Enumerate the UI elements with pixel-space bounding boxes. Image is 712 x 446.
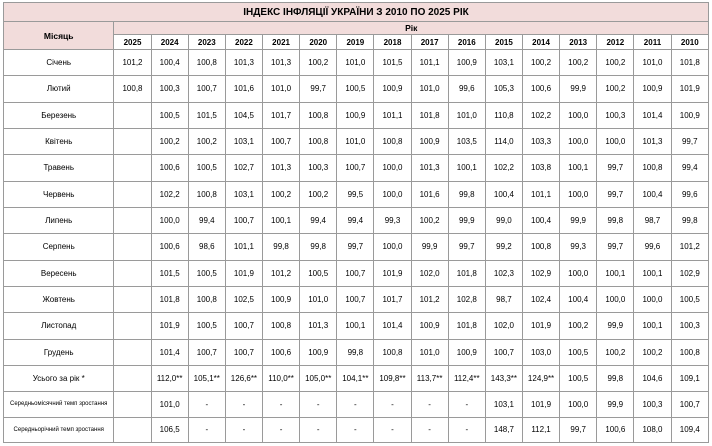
value-cell: 101,8 [411, 102, 448, 128]
value-cell: 99,4 [337, 207, 374, 233]
value-cell: 103,1 [485, 50, 522, 76]
value-cell: 100,8 [114, 76, 151, 102]
value-cell: 100,7 [337, 286, 374, 312]
value-cell: 100,4 [560, 286, 597, 312]
value-cell: 101,9 [671, 76, 708, 102]
value-cell: 100,0 [560, 128, 597, 154]
value-cell: 100,0 [560, 181, 597, 207]
value-cell: 99,7 [560, 417, 597, 442]
table-row [4, 260, 709, 286]
value-cell: 108,0 [634, 417, 671, 442]
value-cell: - [374, 392, 411, 417]
value-cell: 100,7 [188, 339, 225, 365]
value-cell [114, 155, 151, 181]
year-header-cell: 2010 [671, 35, 708, 50]
value-cell: 100,2 [560, 313, 597, 339]
value-cell: 101,0 [337, 50, 374, 76]
value-cell: 101,3 [300, 313, 337, 339]
value-cell: 99,8 [597, 207, 634, 233]
value-cell: 104,5 [225, 102, 262, 128]
value-cell: 100,4 [634, 181, 671, 207]
year-header-cell: 2012 [597, 35, 634, 50]
value-cell: 100,8 [188, 50, 225, 76]
year-header-cell: 2014 [522, 35, 559, 50]
value-cell: 101,3 [225, 50, 262, 76]
value-cell: 100,8 [300, 128, 337, 154]
value-cell: 100,8 [300, 102, 337, 128]
value-cell: 100,0 [597, 286, 634, 312]
value-cell: 99,8 [263, 234, 300, 260]
value-cell: 99,6 [448, 76, 485, 102]
value-cell: 100,0 [597, 128, 634, 154]
value-cell: 100,8 [374, 128, 411, 154]
value-cell: 101,2 [114, 50, 151, 76]
value-cell: 101,1 [411, 50, 448, 76]
value-cell: 100,8 [263, 313, 300, 339]
value-cell: 101,3 [411, 155, 448, 181]
row-label: Лютий [4, 76, 114, 102]
value-cell: - [448, 417, 485, 442]
row-label: Липень [4, 207, 114, 233]
value-cell: 99,7 [597, 234, 634, 260]
value-cell: 99,0 [485, 207, 522, 233]
row-label: Середньомісячний темп зростання [4, 392, 114, 417]
value-cell: 101,0 [634, 50, 671, 76]
month-column-header: Місяць [4, 22, 114, 50]
value-cell: 100,7 [188, 76, 225, 102]
value-cell: 103,8 [522, 155, 559, 181]
year-header-cell: 2018 [374, 35, 411, 50]
value-cell: 100,0 [560, 392, 597, 417]
table-row [4, 392, 709, 417]
year-header-cell: 2022 [225, 35, 262, 50]
value-cell: 101,3 [263, 155, 300, 181]
value-cell: 103,5 [448, 128, 485, 154]
value-cell: 100,5 [188, 313, 225, 339]
value-cell: 102,3 [485, 260, 522, 286]
table-row [4, 181, 709, 207]
value-cell [114, 260, 151, 286]
value-cell: 100,0 [374, 155, 411, 181]
value-cell [114, 234, 151, 260]
value-cell: 99,7 [597, 155, 634, 181]
value-cell: 100,6 [151, 155, 188, 181]
value-cell: 101,5 [151, 260, 188, 286]
value-cell: 99,8 [597, 365, 634, 391]
year-group-header: Рік [114, 22, 709, 35]
value-cell: 114,0 [485, 128, 522, 154]
value-cell: 100,4 [522, 207, 559, 233]
value-cell [114, 207, 151, 233]
value-cell: 99,7 [448, 234, 485, 260]
value-cell [114, 417, 151, 442]
row-label: Усього за рік * [4, 365, 114, 391]
value-cell: 101,1 [225, 234, 262, 260]
value-cell: 99,9 [411, 234, 448, 260]
value-cell: 100,0 [560, 102, 597, 128]
value-cell: 100,9 [448, 50, 485, 76]
value-cell: 100,8 [634, 155, 671, 181]
value-cell: 100,8 [374, 339, 411, 365]
row-label: Квітень [4, 128, 114, 154]
value-cell: 102,2 [522, 102, 559, 128]
value-cell: 99,8 [448, 181, 485, 207]
value-cell: 102,8 [448, 286, 485, 312]
value-cell [114, 392, 151, 417]
value-cell: 100,1 [337, 313, 374, 339]
value-cell: 100,5 [671, 286, 708, 312]
value-cell: 102,5 [225, 286, 262, 312]
value-cell: 100,2 [597, 339, 634, 365]
row-label: Вересень [4, 260, 114, 286]
value-cell: 148,7 [485, 417, 522, 442]
value-cell: 100,1 [560, 155, 597, 181]
value-cell: 100,8 [522, 234, 559, 260]
value-cell [114, 102, 151, 128]
value-cell: 112,0** [151, 365, 188, 391]
value-cell: 100,5 [337, 76, 374, 102]
value-cell: 100,9 [263, 286, 300, 312]
value-cell: 113,7** [411, 365, 448, 391]
value-cell: 100,4 [485, 181, 522, 207]
value-cell: 101,9 [374, 260, 411, 286]
value-cell: 100,2 [560, 50, 597, 76]
value-cell: - [448, 392, 485, 417]
value-cell: 101,3 [634, 128, 671, 154]
value-cell: 109,8** [374, 365, 411, 391]
value-cell: 100,2 [188, 128, 225, 154]
value-cell: 100,9 [300, 339, 337, 365]
value-cell: 103,0 [522, 339, 559, 365]
table-row [4, 286, 709, 312]
value-cell: 101,4 [151, 339, 188, 365]
value-cell: 101,8 [448, 260, 485, 286]
value-cell: 101,2 [671, 234, 708, 260]
year-header-cell: 2015 [485, 35, 522, 50]
value-cell: 99,3 [560, 234, 597, 260]
value-cell: 100,6 [263, 339, 300, 365]
table-row [4, 234, 709, 260]
value-cell: 98,7 [634, 207, 671, 233]
value-cell: 99,7 [300, 76, 337, 102]
value-cell: 99,9 [448, 207, 485, 233]
value-cell: 103,1 [225, 128, 262, 154]
value-cell: 100,9 [671, 102, 708, 128]
value-cell: - [263, 417, 300, 442]
year-header-cell: 2023 [188, 35, 225, 50]
value-cell: 100,3 [151, 76, 188, 102]
value-cell: 99,8 [337, 339, 374, 365]
value-cell: 100,5 [151, 102, 188, 128]
value-cell: 100,7 [225, 207, 262, 233]
value-cell: 99,4 [671, 155, 708, 181]
value-cell: 100,7 [225, 339, 262, 365]
value-cell: 102,9 [671, 260, 708, 286]
value-cell: 110,8 [485, 102, 522, 128]
value-cell: 102,9 [522, 260, 559, 286]
value-cell: 100,1 [597, 260, 634, 286]
table-body [4, 50, 709, 443]
row-label: Червень [4, 181, 114, 207]
value-cell: - [337, 417, 374, 442]
value-cell: 104,6 [634, 365, 671, 391]
value-cell: 101,0 [263, 76, 300, 102]
row-label: Серпень [4, 234, 114, 260]
value-cell: 100,3 [634, 392, 671, 417]
value-cell: 112,1 [522, 417, 559, 442]
value-cell: 100,7 [263, 128, 300, 154]
value-cell: 102,0 [411, 260, 448, 286]
value-cell: 101,9 [522, 392, 559, 417]
value-cell: 100,6 [522, 76, 559, 102]
value-cell: 109,4 [671, 417, 708, 442]
value-cell: 100,4 [151, 50, 188, 76]
value-cell: 126,6** [225, 365, 262, 391]
value-cell: 99,9 [597, 313, 634, 339]
value-cell: 100,9 [448, 339, 485, 365]
value-cell: 101,3 [263, 50, 300, 76]
value-cell: 100,0 [634, 286, 671, 312]
value-cell: 100,3 [597, 102, 634, 128]
value-cell [114, 313, 151, 339]
value-cell: 98,7 [485, 286, 522, 312]
table-row [4, 50, 709, 76]
value-cell: 100,9 [634, 76, 671, 102]
value-cell: 104,1** [337, 365, 374, 391]
value-cell: 101,4 [374, 313, 411, 339]
value-cell: 101,8 [151, 286, 188, 312]
value-cell: 99,8 [300, 234, 337, 260]
value-cell: 100,2 [151, 128, 188, 154]
year-header-cell: 2017 [411, 35, 448, 50]
row-label: Січень [4, 50, 114, 76]
value-cell: 99,7 [337, 234, 374, 260]
value-cell: 105,0** [300, 365, 337, 391]
table-row [4, 417, 709, 442]
table-row [4, 207, 709, 233]
value-cell: - [411, 392, 448, 417]
value-cell: 110,0** [263, 365, 300, 391]
value-cell: 100,5 [188, 155, 225, 181]
value-cell: 99,5 [337, 181, 374, 207]
value-cell: 100,7 [485, 339, 522, 365]
value-cell: 100,9 [337, 102, 374, 128]
value-cell: 101,6 [411, 181, 448, 207]
value-cell: 100,5 [300, 260, 337, 286]
table-row [4, 339, 709, 365]
value-cell: 100,1 [634, 260, 671, 286]
value-cell: 99,9 [597, 392, 634, 417]
value-cell: - [337, 392, 374, 417]
value-cell: 100,8 [188, 286, 225, 312]
value-cell: 102,2 [485, 155, 522, 181]
value-cell: 100,2 [522, 50, 559, 76]
table-row [4, 365, 709, 391]
row-label: Грудень [4, 339, 114, 365]
value-cell: 106,5 [151, 417, 188, 442]
value-cell: 99,7 [671, 128, 708, 154]
value-cell: 100,5 [560, 339, 597, 365]
value-cell: 99,9 [560, 207, 597, 233]
value-cell [114, 339, 151, 365]
value-cell: - [225, 392, 262, 417]
value-cell: 100,0 [560, 260, 597, 286]
value-cell: 101,7 [374, 286, 411, 312]
value-cell: 100,2 [263, 181, 300, 207]
value-cell: 100,5 [560, 365, 597, 391]
value-cell: 101,2 [411, 286, 448, 312]
value-cell: 100,2 [300, 181, 337, 207]
value-cell: 101,0 [300, 286, 337, 312]
value-cell: - [263, 392, 300, 417]
table-row [4, 155, 709, 181]
value-cell: - [225, 417, 262, 442]
value-cell: 101,0 [411, 76, 448, 102]
value-cell: 99,6 [634, 234, 671, 260]
value-cell: 100,1 [263, 207, 300, 233]
value-cell [114, 365, 151, 391]
value-cell: 100,2 [597, 76, 634, 102]
table-title: ІНДЕКС ІНФЛЯЦІЇ УКРАЇНИ З 2010 ПО 2025 РІК [4, 3, 709, 22]
value-cell: 100,0 [374, 181, 411, 207]
year-header-cell: 2016 [448, 35, 485, 50]
value-cell: 100,0 [374, 234, 411, 260]
value-cell: 100,6 [151, 234, 188, 260]
value-cell: 100,2 [634, 339, 671, 365]
value-cell: 103,3 [522, 128, 559, 154]
value-cell: 99,4 [300, 207, 337, 233]
value-cell: 100,7 [671, 392, 708, 417]
value-cell: 101,5 [188, 102, 225, 128]
value-cell: 100,1 [634, 313, 671, 339]
value-cell: - [374, 417, 411, 442]
value-cell: 105,3 [485, 76, 522, 102]
value-cell: 101,9 [225, 260, 262, 286]
value-cell: 100,9 [411, 313, 448, 339]
value-cell: 100,3 [671, 313, 708, 339]
value-cell: 101,2 [263, 260, 300, 286]
value-cell: 101,0 [151, 392, 188, 417]
value-cell: 99,4 [188, 207, 225, 233]
value-cell: 100,8 [188, 181, 225, 207]
value-cell: 124,9** [522, 365, 559, 391]
table-row [4, 313, 709, 339]
value-cell: 102,0 [485, 313, 522, 339]
value-cell: 143,3** [485, 365, 522, 391]
value-cell: 100,6 [597, 417, 634, 442]
value-cell: - [300, 417, 337, 442]
value-cell: 103,1 [225, 181, 262, 207]
inflation-table [3, 2, 709, 443]
value-cell: 101,5 [374, 50, 411, 76]
value-cell: 101,1 [374, 102, 411, 128]
value-cell: 100,1 [448, 155, 485, 181]
value-cell: 100,2 [411, 207, 448, 233]
value-cell: 100,9 [374, 76, 411, 102]
value-cell [114, 286, 151, 312]
value-cell: 99,3 [374, 207, 411, 233]
value-cell: 101,4 [634, 102, 671, 128]
value-cell: 100,0 [151, 207, 188, 233]
table-row [4, 76, 709, 102]
value-cell: 100,7 [337, 155, 374, 181]
value-cell: 109,1 [671, 365, 708, 391]
year-header-cell: 2013 [560, 35, 597, 50]
value-cell: 102,2 [151, 181, 188, 207]
value-cell: 103,1 [485, 392, 522, 417]
value-cell: 100,2 [597, 50, 634, 76]
year-header-cell: 2020 [300, 35, 337, 50]
year-header-cell: 2019 [337, 35, 374, 50]
value-cell: - [411, 417, 448, 442]
year-header-cell: 2021 [263, 35, 300, 50]
value-cell: 100,3 [300, 155, 337, 181]
value-cell: 101,9 [522, 313, 559, 339]
value-cell: 100,7 [225, 313, 262, 339]
value-cell: 101,8 [448, 313, 485, 339]
value-cell: - [300, 392, 337, 417]
year-header-cell: 2011 [634, 35, 671, 50]
value-cell: - [188, 417, 225, 442]
value-cell: 99,8 [671, 207, 708, 233]
value-cell: 101,0 [448, 102, 485, 128]
value-cell: - [188, 392, 225, 417]
value-cell: 100,8 [671, 339, 708, 365]
value-cell: 98,6 [188, 234, 225, 260]
value-cell: 101,9 [151, 313, 188, 339]
table-row [4, 128, 709, 154]
year-header-cell: 2024 [151, 35, 188, 50]
value-cell: 102,4 [522, 286, 559, 312]
year-header-cell: 2025 [114, 35, 151, 50]
value-cell: 99,9 [560, 76, 597, 102]
row-label: Березень [4, 102, 114, 128]
value-cell: 101,0 [411, 339, 448, 365]
value-cell: 100,5 [188, 260, 225, 286]
value-cell: 100,7 [337, 260, 374, 286]
value-cell: 101,7 [263, 102, 300, 128]
value-cell: 101,6 [225, 76, 262, 102]
row-label: Середньорічний темп зростання [4, 417, 114, 442]
value-cell [114, 128, 151, 154]
value-cell: 101,1 [522, 181, 559, 207]
value-cell: 100,9 [411, 128, 448, 154]
row-label: Жовтень [4, 286, 114, 312]
value-cell: 99,6 [671, 181, 708, 207]
value-cell: 100,2 [300, 50, 337, 76]
value-cell: 99,2 [485, 234, 522, 260]
value-cell: 102,7 [225, 155, 262, 181]
row-label: Листопад [4, 313, 114, 339]
row-label: Травень [4, 155, 114, 181]
value-cell: 101,0 [337, 128, 374, 154]
value-cell: 99,7 [597, 181, 634, 207]
value-cell: 112,4** [448, 365, 485, 391]
value-cell: 105,1** [188, 365, 225, 391]
value-cell: 101,8 [671, 50, 708, 76]
value-cell [114, 181, 151, 207]
table-row [4, 102, 709, 128]
